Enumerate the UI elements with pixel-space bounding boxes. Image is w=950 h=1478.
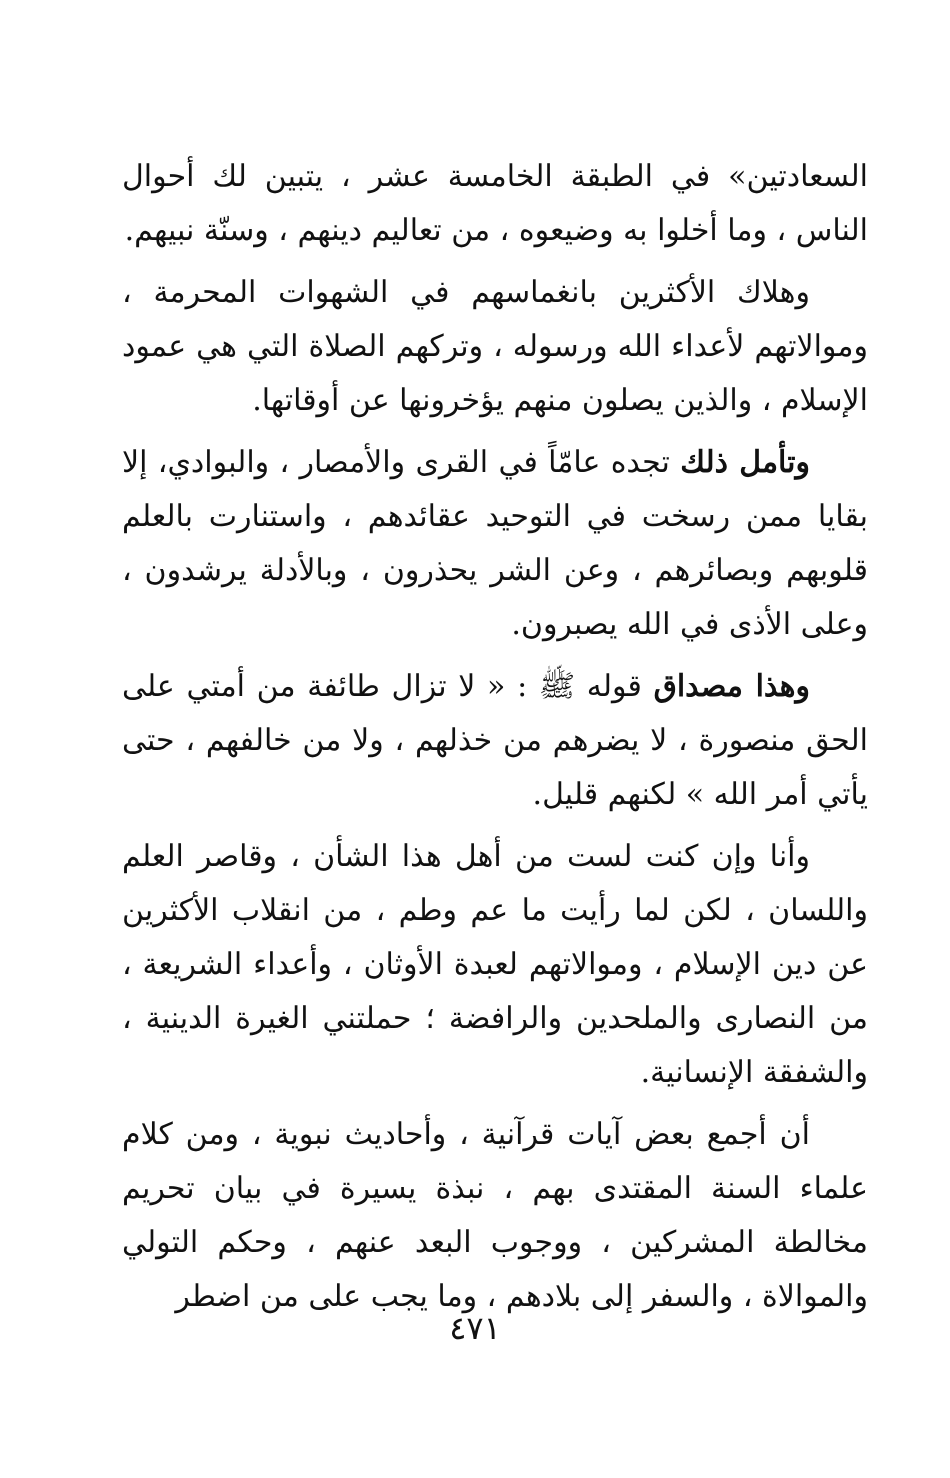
paragraph-3-lead: وتأمل ذلك [680,445,811,480]
paragraph-3-text: تجده عامّاً في القرى والأمصار ، والبوادي، إلا بقايا ممن رسخت في التوحيد عقائدهم ، واستنارت بالعلم قلوبهم وبصائرهم ، وعن الشر يحذرون ، وبالأدلة يرشدون ، وعلى الأذى في الله يصبرون. [122,445,868,642]
paragraph-5-text: وأنا وإن كنت لست من أهل هذا الشأن ، وقاصر العلم واللسان ، لكن لما رأيت ما عم وطم ، من انقلاب الأكثرين عن دين الإسلام ، وموالاتهم لعبدة الأوثان ، وأعداء الشريعة ، من النصارى والملحدين والرافضة ؛ حملتني الغيرة الدينية ، والشفقة الإنسانية. [122,839,868,1090]
paragraph-4-text: قوله ﷺ : « لا تزال طائفة من أمتي على الحق منصورة ، لا يضرهم من خذلهم ، ولا من خالفهم ، حتى يأتي أمر الله » لكنهم قليل. [122,669,868,812]
paragraph-6-text: أن أجمع بعض آيات قرآنية ، وأحاديث نبوية ، ومن كلام علماء السنة المقتدى بهم ، نبذة يسيرة في بيان تحريم مخالطة المشركين ، ووجوب البعد عنهم ، وحكم التولي والموالاة ، والسفر إلى بلادهم ، وما يجب على من اضطر [122,1117,868,1314]
page-number: ٤٧١ [449,1309,501,1347]
body-text [122,150,868,1332]
paragraph-3 [122,436,868,652]
paragraph-2 [122,266,868,428]
paragraph-5 [122,830,868,1100]
paragraph-1 [122,150,868,258]
paragraph-1-text: السعادتين» في الطبقة الخامسة عشر ، يتبين لك أحوال الناس ، وما أخلوا به وضيعوه ، من تعاليم دينهم ، وسنّة نبيهم. [122,159,868,248]
paragraph-4 [122,660,868,822]
paragraph-2-text: وهلاك الأكثرين بانغماسهم في الشهوات المحرمة ، وموالاتهم لأعداء الله ورسوله ، وتركهم الصلاة التي هي عمود الإسلام ، والذين يصلون منهم يؤخرونها عن أوقاتها. [122,275,868,418]
paragraph-6 [122,1108,868,1324]
paragraph-4-lead: وهذا مصداق [653,669,810,704]
